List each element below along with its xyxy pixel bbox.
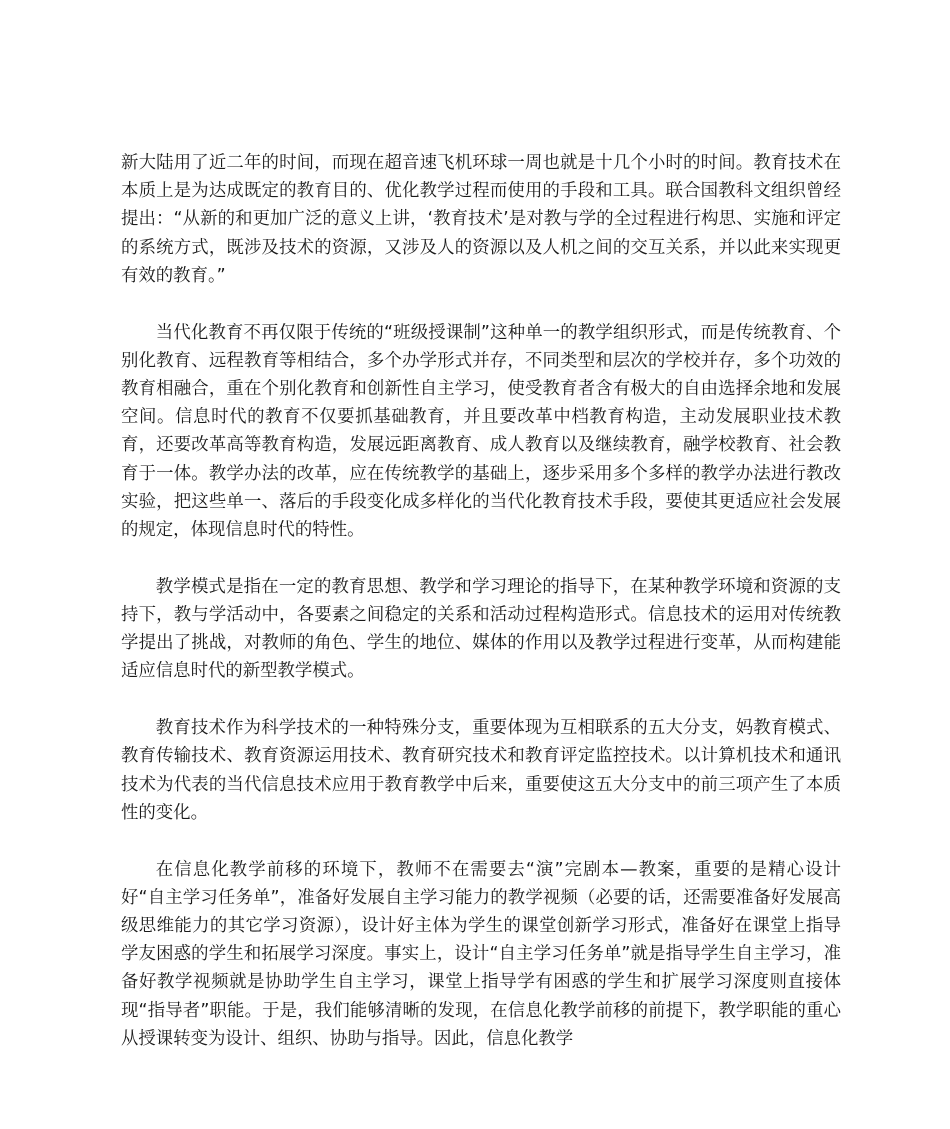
paragraph-1: 新大陆用了近二年的时间，而现在超音速飞机环球一周也就是十几个小时的时间。教育技术在本质上是为达成既定的教育目的、优化教学过程而使用的手段和工具。联合国教科文组织曾经提出：“从新的和更加广泛的意义上讲，‘教育技术’是对教与学的全过程进行构思、实施和评定的系统方式，既涉及技术的资源，又涉及人的资源以及人机之间的交互关系，并以此来实现更有效的教育。” bbox=[121, 153, 841, 286]
paragraph-5: 在信息化教学前移的环境下，教师不在需要去“演”完剧本—教案，重要的是精心设计好“自主学习任务单”，准备好发展自主学习能力的教学视频（必要的话，还需要准备好发展高级思维能力的其它学习资源），设计好主体为学生的课堂创新学习形式，准备好在课堂上指导学友困惑的学生和拓展学习深度。事实上，设计“自主学习任务单”就是指导学生自主学习，准备好教学视频就是协助学生自主学习，课堂上指导学有困惑的学生和扩展学习深度则直接体现“指导者”职能。于是，我们能够清晰的发现，在信息化教学前移的前提下，教学职能的重心从授课转变为设计、组织、协助与指导。因此，信息化教学 bbox=[121, 859, 841, 1049]
paragraph-3: 教学模式是指在一定的教育思想、教学和学习理论的指导下，在某种教学环境和资源的支持下，教与学活动中，各要素之间稳定的关系和活动过程构造形式。信息技术的运用对传统教学提出了挑战，对教师的角色、学生的地位、媒体的作用以及教学过程进行变革，从而构建能适应信息时代的新型教学模式。 bbox=[121, 576, 841, 682]
paragraph-4: 教育技术作为科学技术的一种特殊分支，重要体现为互相联系的五大分支，妈教育模式、教育传输技术、教育资源运用技术、教育研究技术和教育评定监控技术。以计算机技术和通讯技术为代表的当代信息技术应用于教育教学中后来，重要使这五大分支中的前三项产生了本质性的变化。 bbox=[121, 718, 841, 823]
paragraph-2: 当代化教育不再仅限于传统的“班级授课制”这种单一的教学组织形式，而是传统教育、个别化教育、远程教育等相结合，多个办学形式并存，不同类型和层次的学校并存，多个功效的教育相融合，重在个别化教育和创新性自主学习，使受教育者含有极大的自由选择余地和发展空间。信息时代的教育不仅要抓基础教育，并且要改革中档教育构造，主动发展职业技术教育，还要改革高等教育构造，发展远距离教育、成人教育以及继续教育，融学校教育、社会教育于一体。教学办法的改革，应在传统教学的基础上，逐步采用多个多样的教学办法进行教改实验，把这些单一、落后的手段变化成多样化的当代化教育技术手段，要使其更适应社会发展的规定，体现信息时代的特性。 bbox=[121, 322, 841, 541]
document-body bbox=[121, 149, 841, 1082]
